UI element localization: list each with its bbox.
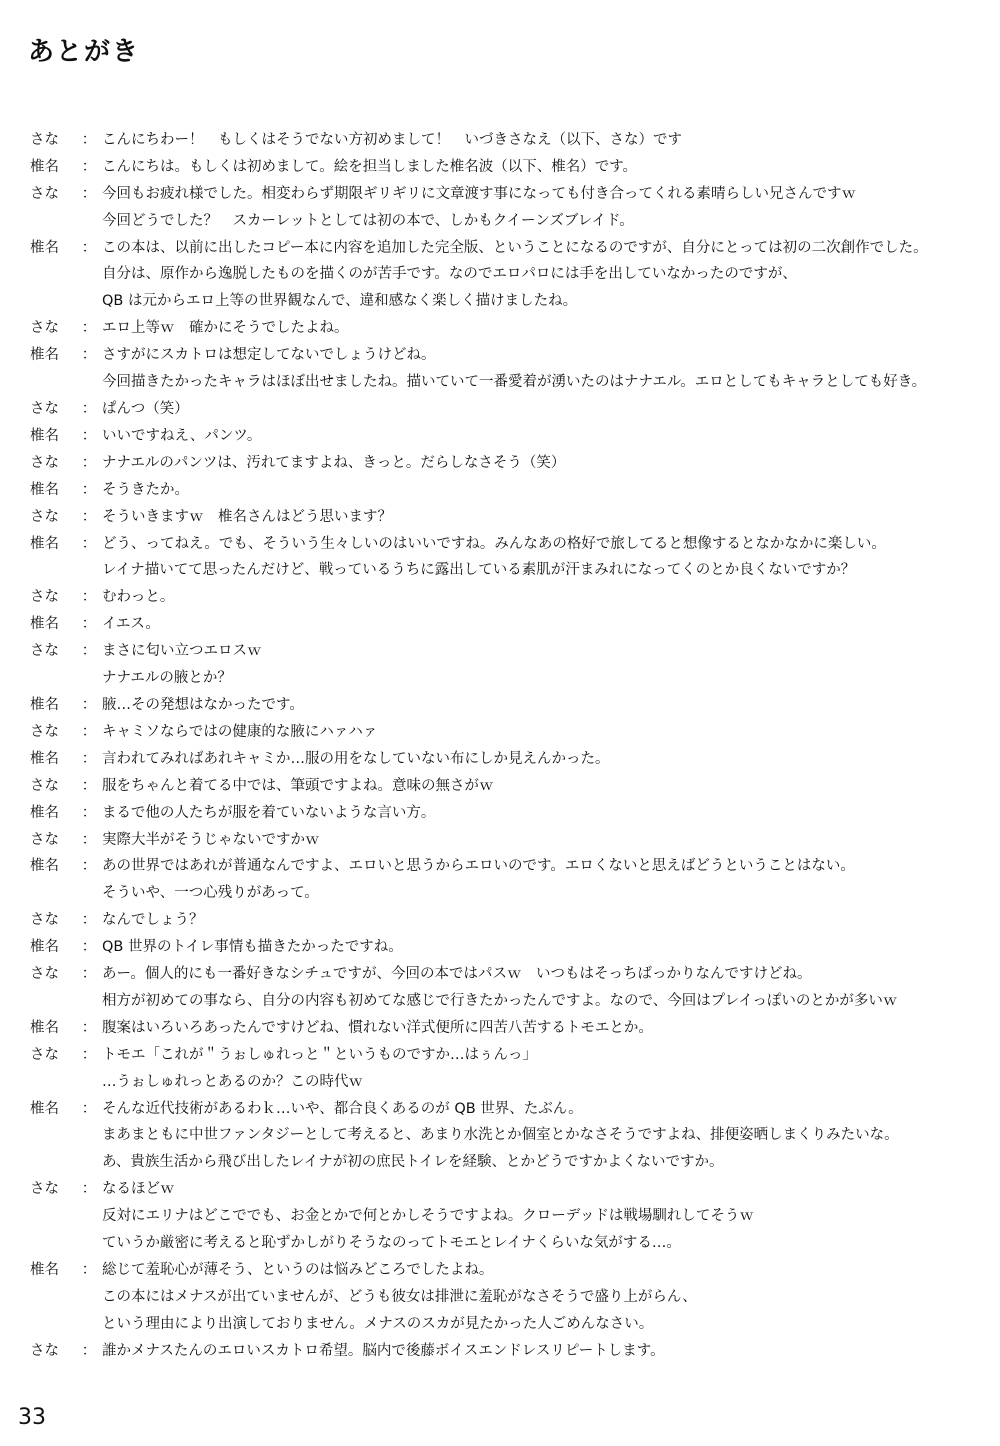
speaker-name: さな: [30, 912, 59, 929]
dialogue-text: 今回描きたかったキャラはほぼ出せましたね。描いていて一番愛着が湧いたのはナナエル。エロとしてもキャラとしても好き。: [102, 374, 927, 391]
dialogue-line: [30, 556, 980, 583]
dialogue-line: [30, 851, 980, 878]
dialogue-line: [30, 959, 980, 986]
dialogue-line: [30, 1121, 980, 1148]
dialogue-text: むわっと。: [102, 589, 175, 606]
dialogue-text: QB は元からエロ上等の世界観なんで、違和感なく楽しく描けましたね。: [102, 293, 578, 310]
speaker-separator: ：: [81, 723, 97, 740]
dialogue-line: [30, 636, 980, 663]
dialogue-line: [30, 1228, 980, 1255]
speaker-name: さな: [30, 589, 59, 606]
speaker-name: さな: [30, 320, 59, 337]
dialogue-line: [30, 663, 980, 690]
dialogue-text: まあまともに中世ファンタジーとして考えると、あまり水洗とか個室とかなさそうですよね、排便姿晒しまくりみたいな。: [102, 1127, 899, 1144]
speaker-separator: ：: [81, 616, 97, 633]
dialogue-text: いいですねえ、パンツ。: [102, 427, 262, 444]
dialogue-text: この本は、以前に出したコピー本に内容を追加した完全版、ということになるのですが、自分にとっては初の二次創作でした。: [102, 239, 928, 256]
speaker-separator: ：: [81, 1046, 97, 1063]
dialogue-line: [30, 367, 980, 394]
speaker-name: さな: [30, 131, 59, 148]
speaker-separator: ：: [81, 777, 97, 794]
dialogue-text: こんにちわー！ もしくはそうでない方初めまして！ いづきさなえ（以下、さな）です: [102, 131, 682, 148]
speaker-separator: ：: [81, 320, 97, 337]
dialogue-text: レイナ描いてて思ったんだけど、戦っているうちに露出している素肌が汗まみれになってくのとか良くないですか？: [102, 562, 856, 579]
speaker-separator: ：: [81, 1342, 97, 1359]
dialogue-text: イエス。: [102, 616, 160, 633]
dialogue-text: 服をちゃんと着てる中では、筆頭ですよね。意味の無さがｗ: [102, 777, 494, 794]
dialogue-line: [30, 1201, 980, 1228]
speaker-separator: ：: [81, 1100, 97, 1117]
speaker-name: 椎名: [30, 347, 59, 364]
dialogue-text: ナナエルのパンツは、汚れてますよね、きっと。だらしなさそう（笑）: [102, 454, 566, 471]
speaker-name: さな: [30, 185, 59, 202]
dialogue-text: ナナエルの腋とか？: [102, 670, 232, 687]
dialogue-text: 言われてみればあれキャミか…服の用をなしていない布にしか見えんかった。: [102, 750, 610, 767]
dialogue-text: …うぉしゅれっとあるのか？この時代ｗ: [102, 1073, 363, 1090]
dialogue-line: [30, 1147, 980, 1174]
speaker-separator: ：: [81, 1181, 97, 1198]
dialogue-line: [30, 1174, 980, 1201]
dialogue-line: [30, 286, 980, 313]
speaker-separator: ：: [81, 939, 97, 956]
speaker-name: さな: [30, 643, 59, 660]
speaker-name: 椎名: [30, 750, 59, 767]
dialogue-text: キャミソならではの健康的な腋にハァハァ: [102, 723, 378, 740]
dialogue-line: [30, 798, 980, 825]
dialogue-line: [30, 986, 980, 1013]
dialogue-text: 誰かメナスたんのエロいスカトロ希望。脳内で後藤ボイスエンドレスリピートします。: [102, 1342, 665, 1359]
speaker-separator: ：: [81, 508, 97, 525]
dialogue-text: 反対にエリナはどこででも、お金とかで何とかしそうですよね。クローデッドは戦場馴れしてそうｗ: [102, 1208, 754, 1225]
speaker-name: 椎名: [30, 939, 59, 956]
dialogue-text: ぱんつ（笑）: [102, 401, 189, 418]
dialogue-text: なるほどｗ: [102, 1181, 175, 1198]
dialogue-line: [30, 125, 980, 152]
dialogue-text: 実際大半がそうじゃないですかｗ: [102, 831, 320, 848]
dialogue-line: [30, 475, 980, 502]
speaker-separator: ：: [81, 347, 97, 364]
dialogue-line: [30, 609, 980, 636]
speaker-separator: ：: [81, 858, 97, 875]
speaker-name: 椎名: [30, 1019, 59, 1036]
speaker-separator: ：: [81, 589, 97, 606]
speaker-name: さな: [30, 1046, 59, 1063]
dialogue-line: [30, 690, 980, 717]
dialogue-line: [30, 448, 980, 475]
dialogue-line: [30, 152, 980, 179]
speaker-name: さな: [30, 723, 59, 740]
speaker-separator: ：: [81, 239, 97, 256]
speaker-name: 椎名: [30, 616, 59, 633]
dialogue-line: [30, 1255, 980, 1282]
speaker-name: 椎名: [30, 158, 59, 175]
dialogue-line: [30, 744, 980, 771]
dialogue-text: あ、貴族生活から飛び出したレイナが初の庶民トイレを経験、とかどうですかよくないですか。: [102, 1154, 724, 1171]
dialogue-text: 自分は、原作から逸脱したものを描くのが苦手です。なのでエロパロには手を出していなかったのですが、: [102, 266, 797, 283]
speaker-separator: ：: [81, 696, 97, 713]
speaker-name: さな: [30, 1342, 59, 1359]
dialogue-line: [30, 1336, 980, 1363]
speaker-separator: ：: [81, 1262, 97, 1279]
dialogue-text: 相方が初めての事なら、自分の内容も初めてな感じで行きたかったんですよ。なので、今回はプレイっぽいのとかが多いｗ: [102, 992, 898, 1009]
dialogue-line: [30, 905, 980, 932]
dialogue-text: 腹案はいろいろあったんですけどね、慣れない洋式便所に四苦八苦するトモエとか。: [102, 1019, 653, 1036]
speaker-name: さな: [30, 777, 59, 794]
speaker-separator: ：: [81, 158, 97, 175]
dialogue-line: [30, 260, 980, 287]
speaker-separator: ：: [81, 804, 97, 821]
speaker-separator: ：: [81, 185, 97, 202]
speaker-separator: ：: [81, 643, 97, 660]
page-number: 33: [18, 1405, 46, 1430]
dialogue-line: [30, 1067, 980, 1094]
dialogue-text: さすがにスカトロは想定してないでしょうけどね。: [102, 347, 436, 364]
dialogue-line: [30, 502, 980, 529]
speaker-name: さな: [30, 401, 59, 418]
dialogue-line: [30, 1309, 980, 1336]
dialogue-line: [30, 878, 980, 905]
speaker-separator: ：: [81, 966, 97, 983]
dialogue-text: まさに匂い立つエロスｗ: [102, 643, 262, 660]
dialogue-text: そういきますｗ 椎名さんはどう思います？: [102, 508, 392, 525]
dialogue-line: [30, 233, 980, 260]
speaker-separator: ：: [81, 912, 97, 929]
speaker-separator: ：: [81, 481, 97, 498]
dialogue-text: そういや、一つ心残りがあって。: [102, 885, 319, 902]
speaker-name: 椎名: [30, 804, 59, 821]
speaker-separator: ：: [81, 131, 97, 148]
dialogue-line: [30, 932, 980, 959]
dialogue-line: [30, 179, 980, 206]
dialogue-line: [30, 1013, 980, 1040]
speaker-separator: ：: [81, 535, 97, 552]
page-title: あとがき: [28, 37, 141, 67]
speaker-name: さな: [30, 966, 59, 983]
dialogue-list: [30, 125, 980, 1363]
speaker-separator: ：: [81, 831, 97, 848]
dialogue-text: あー。個人的にも一番好きなシチュですが、今回の本ではパスｗ いつもはそっちばっかりなんですけどね。: [102, 966, 812, 983]
speaker-name: 椎名: [30, 696, 59, 713]
dialogue-text: どう、ってねえ。でも、そういう生々しいのはいいですね。みんなあの格好で旅してると想像するとなかなかに楽しい。: [102, 535, 886, 552]
speaker-separator: ：: [81, 427, 97, 444]
dialogue-text: この本にはメナスが出ていませんが、どうも彼女は排泄に羞恥がなさそうで盛り上がらん、: [102, 1288, 697, 1305]
dialogue-text: こんにちは。もしくは初めまして。絵を担当しました椎名波（以下、椎名）です。: [102, 158, 638, 175]
dialogue-text: エロ上等ｗ 確かにそうでしたよね。: [102, 320, 349, 337]
speaker-name: 椎名: [30, 481, 59, 498]
dialogue-text: そんな近代技術があるわｋ…いや、都合良くあるのが QB 世界、たぶん。: [102, 1100, 583, 1117]
speaker-name: 椎名: [30, 239, 59, 256]
dialogue-text: ていうか厳密に考えると恥ずかしがりそうなのってトモエとレイナくらいな気がする…。: [102, 1235, 681, 1252]
dialogue-line: [30, 825, 980, 852]
speaker-name: 椎名: [30, 1100, 59, 1117]
speaker-separator: ：: [81, 401, 97, 418]
dialogue-line: [30, 313, 980, 340]
dialogue-text: 今回どうでした？ スカーレットとしては初の本で、しかもクイーンズブレイド。: [102, 212, 634, 229]
dialogue-line: [30, 340, 980, 367]
dialogue-line: [30, 582, 980, 609]
speaker-name: さな: [30, 508, 59, 525]
dialogue-line: [30, 1282, 980, 1309]
dialogue-text: あの世界ではあれが普通なんですよ、エロいと思うからエロいのです。エロくないと思えばどうということはない。: [102, 858, 855, 875]
dialogue-line: [30, 421, 980, 448]
dialogue-line: [30, 1094, 980, 1121]
dialogue-text: なんでしょう？: [102, 912, 204, 929]
dialogue-text: QB 世界のトイレ事情も描きたかったですね。: [102, 939, 403, 956]
dialogue-line: [30, 206, 980, 233]
speaker-separator: ：: [81, 1019, 97, 1036]
speaker-name: 椎名: [30, 1262, 59, 1279]
speaker-name: 椎名: [30, 427, 59, 444]
dialogue-line: [30, 394, 980, 421]
dialogue-text: 腋…その発想はなかったです。: [102, 696, 304, 713]
dialogue-text: そうきたか。: [102, 481, 189, 498]
dialogue-line: [30, 771, 980, 798]
dialogue-text: という理由により出演しておりません。メナスのスカが見たかった人ごめんなさい。: [102, 1315, 654, 1332]
dialogue-line: [30, 529, 980, 556]
speaker-name: 椎名: [30, 535, 59, 552]
dialogue-text: まるで他の人たちが服を着ていないような言い方。: [102, 804, 436, 821]
dialogue-line: [30, 1040, 980, 1067]
speaker-separator: ：: [81, 454, 97, 471]
dialogue-text: 今回もお疲れ様でした。相変わらず期限ギリギリに文章渡す事になっても付き合ってくれる素晴らしい兄さんですｗ: [102, 185, 856, 202]
speaker-name: さな: [30, 1181, 59, 1198]
dialogue-line: [30, 717, 980, 744]
speaker-name: 椎名: [30, 858, 59, 875]
speaker-name: さな: [30, 454, 59, 471]
dialogue-text: 総じて羞恥心が薄そう、というのは悩みどころでしたよね。: [102, 1262, 494, 1279]
dialogue-text: トモエ「これが＂うぉしゅれっと＂というものですか…はぅんっ」: [102, 1046, 537, 1063]
speaker-name: さな: [30, 831, 59, 848]
speaker-separator: ：: [81, 750, 97, 767]
